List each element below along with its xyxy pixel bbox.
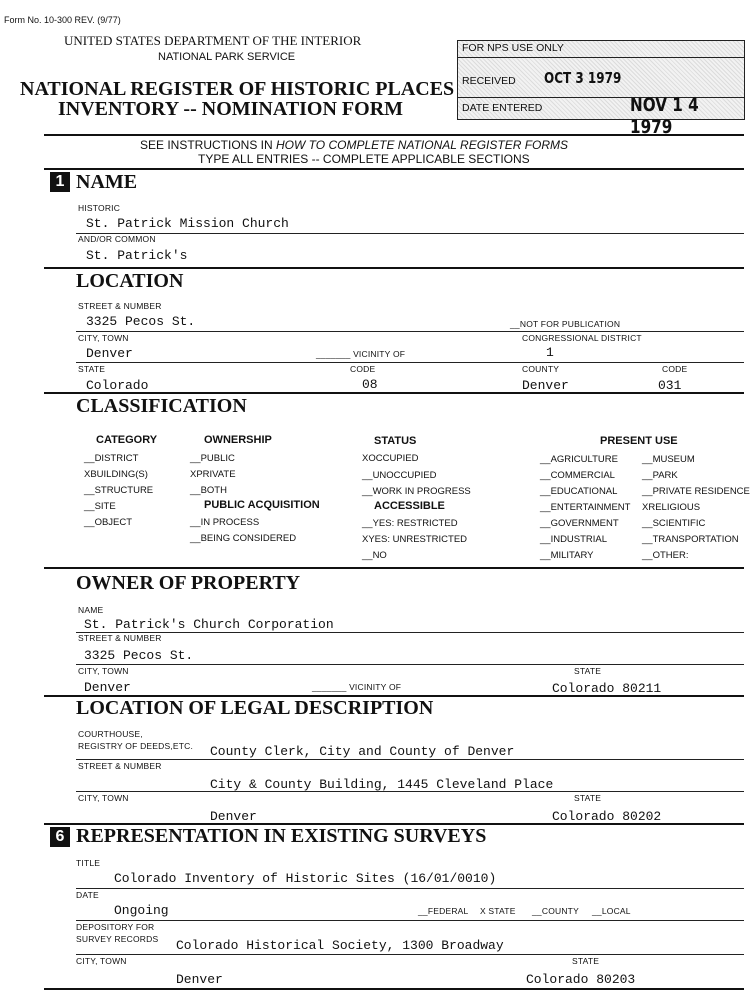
use-transportation: __TRANSPORTATION bbox=[642, 534, 739, 545]
status-occupied: XOCCUPIED bbox=[362, 453, 419, 464]
survey-city-label: CITY, TOWN bbox=[76, 956, 127, 966]
county-code-field: 031 bbox=[658, 378, 682, 393]
survey-state-label: STATE bbox=[572, 956, 600, 966]
use-educational: __EDUCATIONAL bbox=[540, 486, 618, 497]
common-name-field: St. Patrick's bbox=[86, 248, 188, 263]
owner-name-label: NAME bbox=[78, 605, 104, 615]
use-park: __PARK bbox=[642, 470, 678, 481]
state-code-field: 08 bbox=[362, 377, 378, 392]
date-entered-label: DATE ENTERED bbox=[462, 102, 543, 114]
congressional-district-label: CONGRESSIONAL DISTRICT bbox=[522, 333, 642, 343]
owner-vicinity: _______ VICINITY OF bbox=[312, 682, 402, 692]
public-acquisition-title: PUBLIC ACQUISITION bbox=[204, 499, 320, 511]
status-title: STATUS bbox=[374, 435, 417, 447]
department-name: UNITED STATES DEPARTMENT OF THE INTERIOR bbox=[64, 33, 362, 48]
section-title-surveys: REPRESENTATION IN EXISTING SURVEYS bbox=[76, 825, 487, 847]
form-number: Form No. 10-300 REV. (9/77) bbox=[4, 15, 121, 25]
survey-records-label: SURVEY RECORDS bbox=[76, 934, 159, 944]
survey-title-field: Colorado Inventory of Historic Sites (16/01/0010) bbox=[114, 871, 497, 886]
legal-city-label: CITY, TOWN bbox=[78, 793, 129, 803]
not-for-publication: __NOT FOR PUBLICATION bbox=[510, 319, 621, 329]
use-military: __MILITARY bbox=[540, 550, 594, 561]
location-state-field: Colorado bbox=[86, 378, 149, 393]
ownership-private: XPRIVATE bbox=[190, 469, 236, 480]
courthouse-label: COURTHOUSE, bbox=[78, 729, 143, 739]
acquisition-in-process: __IN PROCESS bbox=[190, 517, 260, 528]
use-museum: __MUSEUM bbox=[642, 454, 695, 465]
survey-local: __LOCAL bbox=[592, 906, 631, 916]
survey-state-field: Colorado 80203 bbox=[526, 972, 636, 987]
courthouse-field: County Clerk, City and County of Denver bbox=[210, 744, 515, 759]
common-name-label: AND/OR COMMON bbox=[78, 234, 156, 244]
use-government: __GOVERNMENT bbox=[540, 518, 619, 529]
accessible-title: ACCESSIBLE bbox=[374, 500, 445, 512]
survey-date-field: Ongoing bbox=[114, 903, 169, 918]
use-other: __OTHER: bbox=[642, 550, 689, 561]
depository-field: Colorado Historical Society, 1300 Broadway bbox=[176, 938, 504, 953]
county-code-label: CODE bbox=[662, 364, 688, 374]
received-label: RECEIVED bbox=[462, 75, 516, 87]
present-use-title: PRESENT USE bbox=[600, 435, 678, 447]
category-site: __SITE bbox=[84, 501, 116, 512]
status-work-in-progress: __WORK IN PROGRESS bbox=[362, 486, 471, 497]
section-number-6: 6 bbox=[50, 827, 70, 847]
owner-state-label: STATE bbox=[574, 666, 602, 676]
form-title-line2: INVENTORY -- NOMINATION FORM bbox=[58, 98, 404, 120]
use-industrial: __INDUSTRIAL bbox=[540, 534, 608, 545]
location-vicinity: _______ VICINITY OF bbox=[316, 349, 406, 359]
section-title-legal: LOCATION OF LEGAL DESCRIPTION bbox=[76, 697, 434, 719]
survey-state: X STATE bbox=[480, 906, 516, 916]
section-title-name: NAME bbox=[76, 171, 138, 193]
owner-city-field: Denver bbox=[84, 680, 131, 695]
location-state-label: STATE bbox=[78, 364, 106, 374]
use-scientific: __SCIENTIFIC bbox=[642, 518, 706, 529]
owner-street-field: 3325 Pecos St. bbox=[84, 648, 194, 663]
ownership-title: OWNERSHIP bbox=[204, 434, 272, 446]
legal-street-field: City & County Building, 1445 Cleveland Place bbox=[210, 777, 554, 792]
survey-federal: __FEDERAL bbox=[418, 906, 469, 916]
service-name: NATIONAL PARK SERVICE bbox=[158, 51, 296, 63]
survey-date-label: DATE bbox=[76, 890, 99, 900]
use-commercial: __COMMERCIAL bbox=[540, 470, 615, 481]
section-title-location: LOCATION bbox=[76, 270, 184, 292]
status-unoccupied: __UNOCCUPIED bbox=[362, 470, 437, 481]
category-buildings: XBUILDING(S) bbox=[84, 469, 148, 480]
category-district: __DISTRICT bbox=[84, 453, 139, 464]
section-title-classification: CLASSIFICATION bbox=[76, 395, 247, 417]
use-entertainment: __ENTERTAINMENT bbox=[540, 502, 631, 513]
state-code-label: CODE bbox=[350, 364, 376, 374]
historic-name-field: St. Patrick Mission Church bbox=[86, 216, 289, 231]
accessible-no: __NO bbox=[362, 550, 387, 561]
historic-label: HISTORIC bbox=[78, 203, 121, 213]
received-stamp: OCT 3 1979 bbox=[544, 69, 622, 87]
legal-city-field: Denver bbox=[210, 809, 257, 824]
county-label: COUNTY bbox=[522, 364, 560, 374]
section-number-1: 1 bbox=[50, 172, 70, 192]
location-city-label: CITY, TOWN bbox=[78, 333, 129, 343]
section-title-owner: OWNER OF PROPERTY bbox=[76, 572, 301, 594]
use-private-residence: __PRIVATE RESIDENCE bbox=[642, 486, 750, 497]
survey-title-label: TITLE bbox=[76, 858, 101, 868]
ownership-public: __PUBLIC bbox=[190, 453, 235, 464]
acquisition-being-considered: __BEING CONSIDERED bbox=[190, 533, 297, 544]
instructions-line2: TYPE ALL ENTRIES -- COMPLETE APPLICABLE SECTIONS bbox=[198, 152, 530, 166]
nps-box-title: FOR NPS USE ONLY bbox=[462, 42, 564, 54]
use-religious: XRELIGIOUS bbox=[642, 502, 701, 513]
registry-label: REGISTRY OF DEEDS,ETC. bbox=[78, 741, 194, 751]
legal-state-field: Colorado 80202 bbox=[552, 809, 662, 824]
accessible-restricted: __YES: RESTRICTED bbox=[362, 518, 458, 529]
category-structure: __STRUCTURE bbox=[84, 485, 154, 496]
date-entered-stamp: NOV 1 4 1979 bbox=[630, 94, 699, 138]
owner-name-field: St. Patrick's Church Corporation bbox=[84, 617, 334, 632]
depository-label: DEPOSITORY FOR bbox=[76, 922, 155, 932]
legal-street-label: STREET & NUMBER bbox=[78, 761, 162, 771]
owner-state-field: Colorado 80211 bbox=[552, 681, 662, 696]
legal-state-label: STATE bbox=[574, 793, 602, 803]
owner-city-label: CITY, TOWN bbox=[78, 666, 129, 676]
county-field: Denver bbox=[522, 378, 569, 393]
survey-city-field: Denver bbox=[176, 972, 223, 987]
congressional-district-field: 1 bbox=[546, 345, 554, 360]
ownership-both: __BOTH bbox=[190, 485, 227, 496]
instructions-line1: SEE INSTRUCTIONS IN HOW TO COMPLETE NATIONAL REGISTER FORMS bbox=[140, 138, 569, 152]
location-street-label: STREET & NUMBER bbox=[78, 301, 162, 311]
location-street-field: 3325 Pecos St. bbox=[86, 314, 196, 329]
nps-use-box bbox=[457, 40, 745, 138]
category-title: CATEGORY bbox=[96, 434, 158, 446]
owner-street-label: STREET & NUMBER bbox=[78, 633, 162, 643]
category-object: __OBJECT bbox=[84, 517, 133, 528]
survey-county: __COUNTY bbox=[532, 906, 579, 916]
form-title-line1: NATIONAL REGISTER OF HISTORIC PLACES bbox=[20, 78, 455, 100]
accessible-unrestricted: XYES: UNRESTRICTED bbox=[362, 534, 468, 545]
use-agriculture: __AGRICULTURE bbox=[540, 454, 618, 465]
location-city-field: Denver bbox=[86, 346, 133, 361]
